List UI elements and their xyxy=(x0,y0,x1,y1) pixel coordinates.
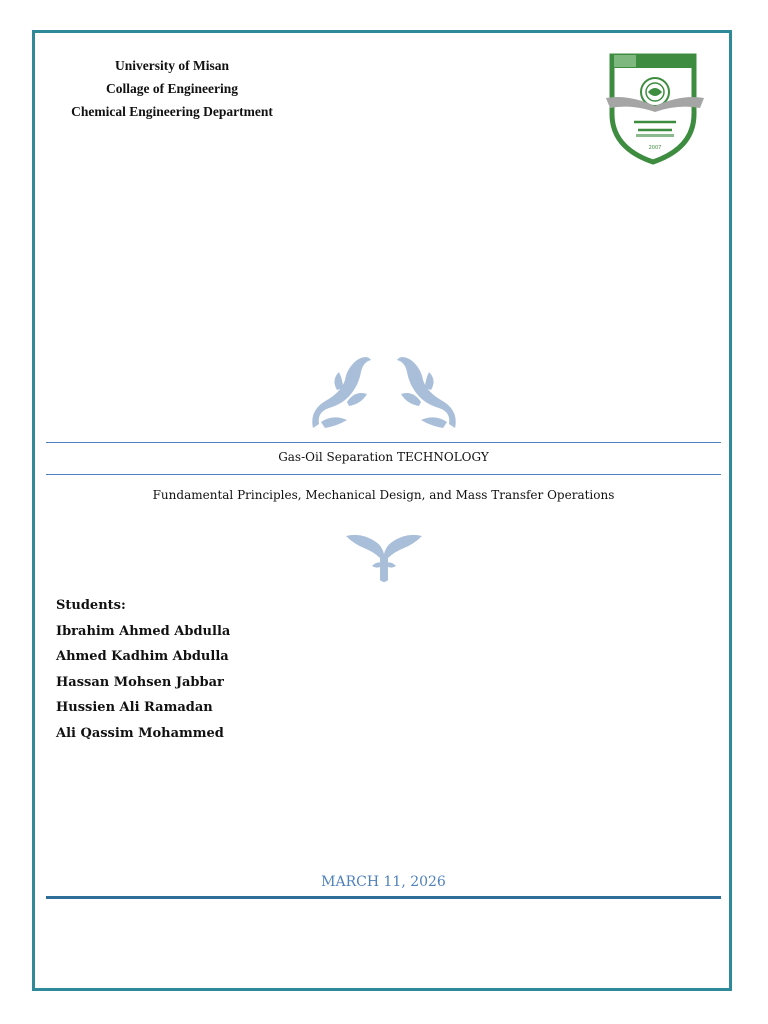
leaf-ornament-icon xyxy=(342,530,426,584)
student-name: Ali Qassim Mohammed xyxy=(56,725,224,741)
student-name: Hussien Ali Ramadan xyxy=(56,700,213,716)
student-name: Ibrahim Ahmed Abdulla xyxy=(56,623,231,639)
college-name: Collage of Engineering xyxy=(106,81,238,96)
document-title: Gas-Oil Separation TECHNOLOGY xyxy=(278,450,489,464)
page-border xyxy=(32,30,732,991)
floral-ornament-icon xyxy=(307,350,461,434)
title-top-rule xyxy=(46,442,721,443)
student-name: Hassan Mohsen Jabbar xyxy=(56,674,224,690)
university-header xyxy=(52,54,292,123)
logo-year: 2007 xyxy=(648,145,662,151)
students-list xyxy=(56,596,230,750)
title-bottom-rule xyxy=(46,474,721,475)
university-logo-icon xyxy=(598,48,712,168)
students-heading: Students: xyxy=(56,598,126,613)
department-name: Chemical Engineering Department xyxy=(71,104,273,119)
student-name: Ahmed Kadhim Abdulla xyxy=(56,649,229,665)
document-date: MARCH 11, 2026 xyxy=(321,874,446,890)
document-subtitle: Fundamental Principles, Mechanical Design, and Mass Transfer Operations xyxy=(152,488,615,502)
date-rule xyxy=(46,896,721,899)
university-name: University of Misan xyxy=(115,58,229,73)
